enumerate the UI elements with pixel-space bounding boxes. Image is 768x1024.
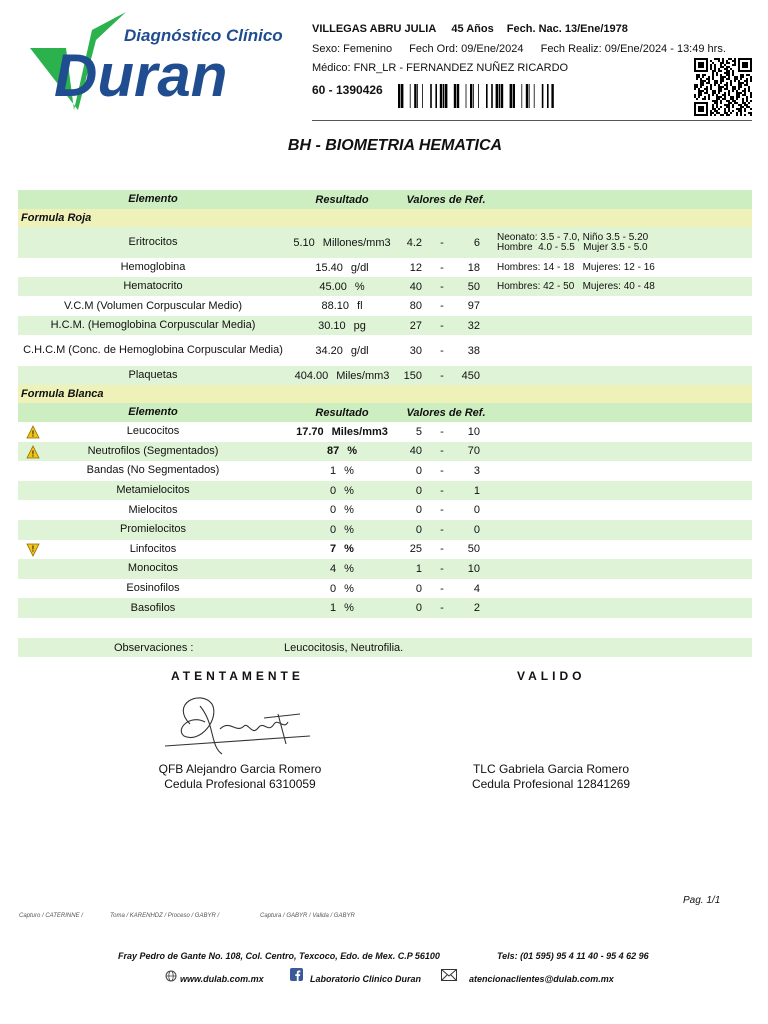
handwritten-signature	[160, 684, 320, 762]
row-result	[288, 481, 396, 501]
row-unit: %	[344, 523, 354, 536]
row-ref-high: 50	[467, 280, 480, 293]
table-row	[18, 258, 752, 277]
table-row	[18, 442, 752, 462]
table-row	[18, 481, 752, 501]
row-ref-high: 97	[467, 300, 480, 312]
row-value: 1	[330, 464, 337, 477]
trail-validate: Captura / GABYR / Valida / GABYR	[260, 913, 355, 919]
row-ref-dash: -	[440, 504, 444, 517]
table-row	[18, 461, 752, 481]
col-result: Resultado	[315, 193, 369, 206]
globe-icon	[165, 970, 177, 982]
table-row	[18, 277, 752, 296]
row-ref-high: 1	[473, 484, 480, 497]
row-ref-high: 32	[467, 319, 480, 332]
row-element: V.C.M (Volumen Corpuscular Medio)	[63, 299, 243, 312]
row-unit: Miles/mm3	[336, 369, 390, 382]
row-ref-low: 0	[415, 523, 422, 536]
logo-tagline: Diagnóstico Clínico	[124, 26, 283, 45]
row-ref-dash: -	[440, 280, 444, 293]
row-ref-low: 30	[409, 344, 422, 357]
row-ref-high: 0	[473, 504, 480, 517]
row-ref-dash: -	[440, 236, 444, 249]
row-ref-dash: -	[440, 543, 444, 556]
patient-birth: Fech. Nac. 13/Ene/1978	[506, 23, 628, 35]
footer-phones: Tels: (01 595) 95 4 11 40 - 95 4 62 96	[497, 951, 649, 961]
row-ref-high: 18	[467, 261, 480, 274]
table-row	[18, 227, 752, 258]
row-element: Metamielocitos	[116, 484, 190, 497]
row-unit: g/dl	[350, 261, 369, 274]
observations-row	[18, 638, 752, 657]
observations-label: Observaciones :	[114, 641, 194, 654]
row-unit: %	[344, 602, 354, 615]
row-ref-low: 150	[403, 369, 422, 382]
table-header-white	[18, 403, 752, 422]
row-element: H.C.M. (Hemoglobina Corpuscular Media)	[50, 319, 256, 331]
row-value: 0	[330, 504, 337, 517]
row-result	[288, 422, 396, 442]
sign-right-title: VALIDO	[517, 669, 586, 683]
qr-code	[694, 58, 752, 116]
svg-text:!: !	[31, 544, 35, 554]
row-ref-low: 0	[415, 582, 422, 595]
row-ref-dash: -	[440, 261, 444, 274]
row-note: Hombres: 42 - 50 Mujeres: 40 - 48	[497, 280, 655, 292]
row-result	[288, 366, 396, 385]
row-ref-dash: -	[440, 425, 444, 438]
row-ref-high: 4	[473, 582, 480, 595]
row-ref-dash: -	[440, 300, 444, 312]
row-ref-low: 0	[415, 504, 422, 517]
sign-left-name: QFB Alejandro Garcia Romero	[158, 762, 322, 776]
section-red-label: Formula Roja	[21, 212, 92, 224]
row-ref-dash: -	[440, 369, 444, 382]
sign-right-id: Cedula Profesional 12841269	[471, 777, 631, 791]
sign-left-block	[140, 762, 340, 792]
patient-name: VILLEGAS ABRU JULIA	[312, 23, 437, 35]
col-element-white: Elemento	[128, 406, 178, 418]
row-ref-dash: -	[440, 484, 444, 497]
footer-email[interactable]: atencionaclientes@dulab.com.mx	[469, 974, 614, 984]
table-row	[18, 579, 752, 599]
row-ref-low: 12	[409, 261, 422, 274]
patient-line-1	[312, 23, 628, 35]
row-ref-dash: -	[440, 523, 444, 536]
doctor: Médico: FNR_LR - FERNANDEZ NUÑEZ RICARDO	[312, 62, 569, 74]
row-ref-low: 1	[415, 562, 422, 575]
row-ref-high: 10	[467, 425, 480, 438]
row-ref-low: 4.2	[406, 236, 422, 249]
row-result	[288, 461, 396, 481]
section-red	[18, 209, 752, 227]
col-result-white: Resultado	[315, 406, 369, 419]
row-result	[288, 316, 396, 335]
svg-text:!: !	[31, 429, 35, 439]
row-element: Promielocitos	[119, 523, 187, 536]
order-date: Fech Ord: 09/Ene/2024	[409, 43, 524, 55]
row-note: Neonato: 3.5 - 7.0, Niño 3.5 - 5.20 Hombre 4.0 - 5.5 Mujer 3.5 - 5.0	[497, 231, 649, 253]
row-unit: pg	[353, 319, 366, 332]
table-row	[18, 598, 752, 618]
facebook-icon	[290, 968, 303, 981]
trail-process: Toma / KARENHDZ / Proceso / GABYR /	[110, 913, 220, 919]
sign-left-title: ATENTAMENTE	[171, 669, 304, 683]
row-ref-high: 6	[473, 236, 480, 249]
table-row	[18, 296, 752, 316]
row-unit: %	[344, 464, 354, 477]
row-result	[288, 227, 396, 258]
sign-right-name: TLC Gabriela Garcia Romero	[472, 762, 630, 776]
row-ref-dash: -	[440, 464, 444, 477]
row-result	[288, 520, 396, 540]
row-value: 88.10	[321, 300, 350, 312]
row-unit: %	[347, 445, 358, 458]
study-title: BH - BIOMETRIA HEMATICA	[287, 137, 503, 154]
row-result	[288, 277, 396, 296]
row-ref-high: 2	[473, 602, 480, 615]
row-unit: %	[354, 280, 365, 293]
row-ref-low: 5	[415, 425, 422, 438]
row-element: Eosinofilos	[126, 582, 180, 595]
row-element: Monocitos	[127, 562, 179, 575]
row-element: Bandas (No Segmentados)	[86, 464, 220, 477]
row-result	[288, 559, 396, 579]
row-unit: Millones/mm3	[322, 236, 391, 249]
row-unit: g/dl	[350, 344, 369, 357]
row-ref-low: 40	[409, 445, 422, 458]
row-value: 45.00	[319, 280, 347, 293]
row-ref-high: 3	[473, 464, 480, 477]
row-value: 0	[330, 582, 337, 595]
row-value: 7	[330, 543, 337, 556]
col-ref-white: Valores de Ref.	[406, 406, 486, 419]
row-value: 404.00	[294, 369, 329, 382]
row-ref-low: 0	[415, 602, 422, 615]
row-ref-high: 10	[467, 562, 480, 575]
row-unit: fl	[357, 300, 363, 312]
row-value: 1	[330, 602, 337, 615]
col-element: Elemento	[128, 193, 178, 205]
row-result	[288, 579, 396, 599]
row-element: Linfocitos	[129, 542, 177, 555]
row-ref-low: 25	[409, 543, 422, 556]
table-row	[18, 540, 752, 560]
svg-text:!: !	[31, 449, 35, 459]
row-value: 4	[330, 562, 337, 575]
row-ref-dash: -	[440, 562, 444, 575]
row-ref-low: 27	[409, 319, 422, 332]
header-rule	[312, 120, 752, 121]
done-date: Fech Realiz: 09/Ene/2024 - 13:49 hrs.	[540, 43, 726, 55]
row-unit: %	[344, 543, 354, 556]
table-row	[18, 422, 752, 442]
row-value: 0	[330, 523, 337, 536]
order-id: 60 - 1390426	[312, 83, 383, 97]
patient-sex: Sexo: Femenino	[312, 43, 393, 55]
row-result	[288, 540, 396, 560]
row-result	[288, 442, 396, 462]
table-row	[18, 316, 752, 335]
table-row	[18, 559, 752, 579]
observations-text: Leucocitosis, Neutrofilia.	[284, 641, 404, 654]
duran-logo	[26, 10, 298, 110]
row-result	[288, 335, 396, 366]
row-element: Leucocitos	[126, 425, 180, 438]
row-result	[288, 258, 396, 277]
patient-line-2	[312, 43, 726, 55]
row-ref-dash: -	[440, 445, 444, 458]
row-element: C.H.C.M (Conc. de Hemoglobina Corpuscular Media)	[23, 344, 283, 356]
section-white-label: Formula Blanca	[21, 388, 104, 400]
barcode	[398, 84, 554, 108]
row-ref-high: 50	[467, 543, 480, 556]
row-ref-high: 450	[461, 369, 480, 382]
table-row	[18, 335, 752, 366]
row-result	[288, 296, 396, 316]
sign-left-id: Cedula Profesional 6310059	[164, 777, 316, 791]
row-unit: %	[344, 562, 354, 575]
row-note: Hombres: 14 - 18 Mujeres: 12 - 16	[497, 261, 655, 273]
sign-right-block	[451, 762, 651, 792]
row-ref-high: 38	[467, 344, 480, 357]
row-element: Hemoglobina	[120, 261, 186, 273]
row-element: Hematocrito	[123, 280, 183, 292]
row-element: Eritrocitos	[128, 236, 178, 248]
col-ref: Valores de Ref.	[406, 193, 486, 206]
patient-age: 45 Años	[451, 23, 494, 35]
row-ref-low: 0	[415, 484, 422, 497]
table-row	[18, 366, 752, 385]
footer-facebook[interactable]: Laboratorio Clinico Duran	[310, 974, 422, 984]
footer-address: Fray Pedro de Gante No. 108, Col. Centro, Texcoco, Edo. de Mex. C.P 56100	[118, 951, 440, 961]
row-unit: %	[344, 484, 354, 497]
row-ref-high: 70	[467, 445, 480, 458]
table-row	[18, 500, 752, 520]
table-header	[18, 190, 752, 209]
row-ref-dash: -	[440, 344, 444, 357]
row-ref-dash: -	[440, 582, 444, 595]
row-element: Neutrofilos (Segmentados)	[87, 444, 219, 457]
row-value: 17.70	[296, 425, 324, 438]
row-unit: %	[344, 504, 354, 517]
row-value: 34.20	[315, 344, 343, 357]
section-white	[18, 385, 752, 403]
row-result	[288, 598, 396, 618]
row-value: 0	[330, 484, 337, 497]
row-value: 87	[326, 445, 340, 458]
row-result	[288, 500, 396, 520]
envelope-icon	[441, 969, 457, 981]
footer-web[interactable]: www.dulab.com.mx	[180, 974, 264, 984]
row-value: 5.10	[293, 236, 315, 249]
row-ref-dash: -	[440, 602, 444, 615]
trail-capture: Capturo / CATERINNE /	[19, 913, 83, 919]
row-element: Plaquetas	[128, 369, 178, 381]
logo-name: Duran	[54, 42, 228, 109]
row-unit: Miles/mm3	[331, 425, 388, 438]
table-row	[18, 520, 752, 540]
row-ref-low: 80	[409, 300, 422, 312]
row-value: 15.40	[315, 261, 343, 274]
row-element: Mielocitos	[128, 503, 178, 516]
row-ref-high: 0	[473, 523, 480, 536]
row-ref-low: 0	[415, 464, 422, 477]
row-unit: %	[344, 582, 354, 595]
row-element: Basofilos	[130, 601, 176, 614]
row-ref-dash: -	[440, 319, 444, 332]
row-value: 30.10	[318, 319, 346, 332]
row-ref-low: 40	[409, 280, 422, 293]
page-number: Pag. 1/1	[683, 895, 721, 906]
